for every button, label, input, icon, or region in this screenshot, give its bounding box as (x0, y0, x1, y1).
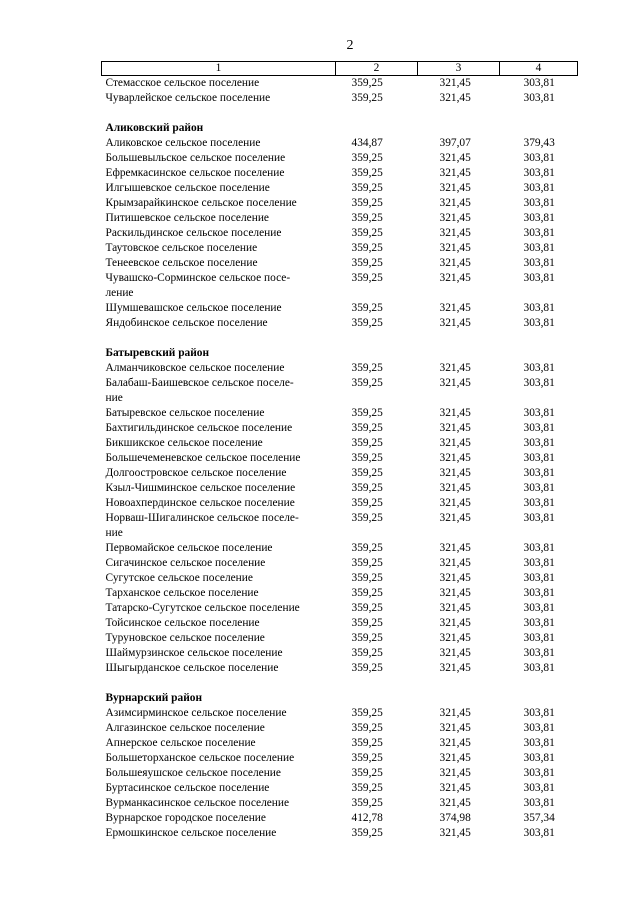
table-row (102, 271, 578, 301)
settlement-name-cell (102, 766, 336, 781)
table-row (102, 616, 578, 631)
table-row (102, 451, 578, 466)
value-col-3: 321,45 (439, 317, 471, 329)
settlement-name: Апнерское сельское поселение (105, 737, 256, 749)
section-spacer (102, 106, 578, 121)
settlement-name-cell (102, 136, 336, 151)
settlement-name: Чувашско-Сорминское сельское посе- (105, 272, 291, 284)
settlement-name: Шаймурзинское сельское поселение (105, 647, 283, 659)
value-col-2: 359,25 (351, 452, 383, 464)
settlement-name-cell (102, 796, 336, 811)
value-col-3: 321,45 (439, 152, 471, 164)
district-heading: Вурнарский район (105, 692, 203, 704)
settlement-name: Сигачинское сельское поселение (105, 557, 266, 569)
value-col-3: 374,98 (439, 812, 471, 824)
table-row (102, 511, 578, 541)
settlement-name: Алгазинское сельское поселение (105, 722, 265, 734)
value-col-4: 303,81 (523, 407, 555, 419)
settlement-name: Яндобинское сельское поселение (105, 317, 268, 329)
value-col-4: 303,81 (523, 167, 555, 179)
settlement-name-cell (102, 646, 336, 661)
value-col-2: 359,25 (351, 632, 383, 644)
value-col-3: 321,45 (439, 302, 471, 314)
settlement-name: Вурнарское городское поселение (105, 812, 266, 824)
district-heading: Батыревский район (105, 347, 210, 359)
value-col-3: 321,45 (439, 227, 471, 239)
value-col-3: 321,45 (439, 272, 471, 284)
value-col-2: 359,25 (351, 182, 383, 194)
value-col-4: 303,81 (523, 497, 555, 509)
value-col-2: 359,25 (351, 167, 383, 179)
value-col-2: 359,25 (351, 722, 383, 734)
value-col-3: 321,45 (439, 662, 471, 674)
settlement-name: Бикшикское сельское поселение (105, 437, 263, 449)
section-spacer (102, 676, 578, 691)
value-col-4: 303,81 (523, 227, 555, 239)
value-col-4: 303,81 (523, 242, 555, 254)
settlement-name-cell (102, 76, 336, 92)
table-row (102, 76, 578, 92)
settlement-name: Батыревское сельское поселение (105, 407, 265, 419)
spacer-cell (102, 676, 578, 691)
page-number: 2 (346, 38, 354, 53)
settlement-name: Раскильдинское сельское поселение (105, 227, 282, 239)
value-col-4: 303,81 (523, 182, 555, 194)
settlement-name-cell (102, 736, 336, 751)
value-col-3: 321,45 (439, 752, 471, 764)
value-col-3: 321,45 (439, 737, 471, 749)
value-col-3: 321,45 (439, 797, 471, 809)
settlement-name-continuation: ние (105, 527, 123, 539)
table-row (102, 631, 578, 646)
value-col-2: 359,25 (351, 92, 383, 104)
value-col-4: 303,81 (523, 722, 555, 734)
value-col-2: 359,25 (351, 407, 383, 419)
value-col-2: 359,25 (351, 497, 383, 509)
settlement-name: Балабаш-Баишевское сельское поселе- (105, 377, 294, 389)
settlement-name-cell (102, 421, 336, 436)
settlement-name: Стемасское сельское поселение (105, 77, 260, 89)
settlement-name: Буртасинское сельское поселение (105, 782, 270, 794)
district-heading-row (102, 346, 578, 361)
settlement-name-continuation: ление (105, 287, 134, 299)
settlement-name-cell (102, 436, 336, 451)
settlement-name: Аликовское сельское поселение (105, 137, 261, 149)
table-row (102, 811, 578, 826)
table-row (102, 766, 578, 781)
value-col-4: 303,81 (523, 452, 555, 464)
settlement-name-cell (102, 616, 336, 631)
value-col-3: 321,45 (439, 422, 471, 434)
settlement-name: Тойсинское сельское поселение (105, 617, 260, 629)
value-col-4: 303,81 (523, 587, 555, 599)
settlement-name-cell (102, 316, 336, 331)
settlement-name-cell (102, 226, 336, 241)
settlement-name-cell (102, 241, 336, 256)
table-row (102, 376, 578, 406)
table-row (102, 316, 578, 331)
value-col-4: 303,81 (523, 602, 555, 614)
value-col-4: 303,81 (523, 782, 555, 794)
settlement-name: Таутовское сельское поселение (105, 242, 258, 254)
settlement-name: Шыгырданское сельское поселение (105, 662, 279, 674)
value-col-3: 321,45 (439, 167, 471, 179)
value-col-4: 303,81 (523, 557, 555, 569)
value-col-2: 359,25 (351, 77, 383, 89)
value-col-4: 303,81 (523, 212, 555, 224)
value-col-4: 303,81 (523, 92, 555, 104)
table-row (102, 541, 578, 556)
table-row (102, 751, 578, 766)
value-col-2: 359,25 (351, 422, 383, 434)
settlement-name-cell (102, 751, 336, 766)
value-col-3: 321,45 (439, 437, 471, 449)
district-heading: Аликовский район (105, 122, 204, 134)
value-col-2: 359,25 (351, 827, 383, 839)
settlement-name-cell (102, 481, 336, 496)
value-col-4: 303,81 (523, 317, 555, 329)
settlement-name-cell (102, 661, 336, 676)
settlement-name-cell (102, 601, 336, 616)
value-col-3: 321,45 (439, 482, 471, 494)
settlement-name-cell (102, 196, 336, 211)
value-col-2: 359,25 (351, 587, 383, 599)
value-col-4: 303,81 (523, 647, 555, 659)
settlement-name: Ермошкинское сельское поселение (105, 827, 277, 839)
settlement-name: Алманчиковское сельское поселение (105, 362, 285, 374)
table-row (102, 406, 578, 421)
value-col-3: 321,45 (439, 767, 471, 779)
settlement-name: Шумшевашское сельское поселение (105, 302, 282, 314)
value-col-4: 303,81 (523, 272, 555, 284)
settlement-name-cell (102, 376, 336, 406)
table-row (102, 706, 578, 721)
value-col-3: 321,45 (439, 557, 471, 569)
value-col-2: 412,78 (351, 812, 383, 824)
table-row (102, 586, 578, 601)
value-col-3: 321,45 (439, 542, 471, 554)
value-col-3: 321,45 (439, 707, 471, 719)
settlement-name: Норваш-Шигалинское сельское поселе- (105, 512, 299, 524)
value-col-2: 359,25 (351, 767, 383, 779)
table-row (102, 496, 578, 511)
settlement-name-cell (102, 556, 336, 571)
settlement-name-cell (102, 511, 336, 541)
value-col-3: 321,45 (439, 452, 471, 464)
value-col-4: 357,34 (523, 812, 555, 824)
table-row (102, 646, 578, 661)
value-col-2: 359,25 (351, 707, 383, 719)
table-row (102, 361, 578, 376)
value-col-3: 397,07 (439, 137, 471, 149)
column-header-2: 2 (336, 62, 418, 76)
value-col-2: 359,25 (351, 782, 383, 794)
value-col-4: 303,81 (523, 77, 555, 89)
settlement-name-cell (102, 586, 336, 601)
value-col-3: 321,45 (439, 497, 471, 509)
table-row (102, 571, 578, 586)
settlement-name-continuation: ние (105, 392, 123, 404)
settlement-name: Тарханское сельское поселение (105, 587, 259, 599)
value-col-4: 303,81 (523, 752, 555, 764)
settlement-name-cell (102, 811, 336, 826)
value-col-2: 359,25 (351, 227, 383, 239)
table-header-row (102, 62, 578, 76)
value-col-2: 359,25 (351, 662, 383, 674)
settlement-name-cell (102, 301, 336, 316)
settlement-name: Большеторханское сельское поселение (105, 752, 295, 764)
table-body (102, 76, 578, 842)
settlement-name: Первомайское сельское поселение (105, 542, 273, 554)
table-row (102, 721, 578, 736)
settlement-name-cell (102, 631, 336, 646)
column-header-4: 4 (500, 62, 578, 76)
table-row (102, 211, 578, 226)
settlement-name-cell (102, 706, 336, 721)
settlement-name-cell (102, 361, 336, 376)
column-header-1: 1 (102, 62, 336, 76)
value-col-3: 321,45 (439, 242, 471, 254)
table-row (102, 661, 578, 676)
table-row (102, 601, 578, 616)
value-col-3: 321,45 (439, 257, 471, 269)
value-col-4: 303,81 (523, 512, 555, 524)
value-col-2: 359,25 (351, 302, 383, 314)
settlement-name-cell (102, 466, 336, 481)
settlement-name-cell (102, 91, 336, 106)
value-col-2: 359,25 (351, 737, 383, 749)
value-col-2: 359,25 (351, 797, 383, 809)
value-col-4: 303,81 (523, 152, 555, 164)
table-row (102, 466, 578, 481)
value-col-2: 359,25 (351, 752, 383, 764)
value-col-3: 321,45 (439, 602, 471, 614)
settlement-name: Илгышевское сельское поселение (105, 182, 270, 194)
value-col-2: 359,25 (351, 212, 383, 224)
settlement-name: Новоахпердинское сельское поселение (105, 497, 295, 509)
table-row (102, 301, 578, 316)
value-col-4: 303,81 (523, 437, 555, 449)
settlement-name: Большевыльское сельское поселение (105, 152, 286, 164)
value-col-2: 359,25 (351, 152, 383, 164)
settlement-name: Питишевское сельское поселение (105, 212, 269, 224)
value-col-4: 303,81 (523, 467, 555, 479)
value-col-3: 321,45 (439, 362, 471, 374)
settlement-name-cell (102, 541, 336, 556)
table-row (102, 226, 578, 241)
value-col-4: 303,81 (523, 572, 555, 584)
value-col-3: 321,45 (439, 212, 471, 224)
settlement-name-cell (102, 151, 336, 166)
table-row (102, 421, 578, 436)
value-col-4: 303,81 (523, 377, 555, 389)
value-col-3: 321,45 (439, 647, 471, 659)
value-col-2: 359,25 (351, 242, 383, 254)
value-col-4: 303,81 (523, 197, 555, 209)
value-col-4: 303,81 (523, 737, 555, 749)
value-col-3: 321,45 (439, 407, 471, 419)
settlement-name-cell (102, 211, 336, 226)
value-col-3: 321,45 (439, 197, 471, 209)
value-col-2: 359,25 (351, 272, 383, 284)
value-col-3: 321,45 (439, 77, 471, 89)
value-col-4: 303,81 (523, 482, 555, 494)
table-row (102, 796, 578, 811)
value-col-3: 321,45 (439, 827, 471, 839)
value-col-4: 303,81 (523, 767, 555, 779)
table-row (102, 481, 578, 496)
settlement-name: Туруновское сельское поселение (105, 632, 265, 644)
value-col-3: 321,45 (439, 632, 471, 644)
value-col-3: 321,45 (439, 467, 471, 479)
value-col-3: 321,45 (439, 182, 471, 194)
settlement-name: Татарско-Сугутское сельское поселение (105, 602, 300, 614)
value-col-2: 359,25 (351, 377, 383, 389)
value-col-2: 359,25 (351, 542, 383, 554)
table-row (102, 181, 578, 196)
value-col-4: 303,81 (523, 362, 555, 374)
value-col-2: 359,25 (351, 257, 383, 269)
table-row (102, 196, 578, 211)
settlement-name: Большеяушское сельское поселение (105, 767, 281, 779)
settlement-name-cell (102, 256, 336, 271)
value-col-4: 379,43 (523, 137, 555, 149)
value-col-2: 359,25 (351, 362, 383, 374)
value-col-2: 359,25 (351, 437, 383, 449)
district-heading-row (102, 121, 578, 136)
settlement-name: Крымзарайкинское сельское поселение (105, 197, 297, 209)
value-col-2: 359,25 (351, 557, 383, 569)
value-col-2: 359,25 (351, 647, 383, 659)
value-col-3: 321,45 (439, 92, 471, 104)
table-row (102, 136, 578, 151)
value-col-3: 321,45 (439, 587, 471, 599)
value-col-3: 321,45 (439, 617, 471, 629)
value-col-4: 303,81 (523, 422, 555, 434)
spacer-cell (102, 106, 578, 121)
value-col-3: 321,45 (439, 512, 471, 524)
value-col-4: 303,81 (523, 302, 555, 314)
table-row (102, 826, 578, 841)
settlement-name-cell (102, 571, 336, 586)
settlement-name: Вурманкасинское сельское поселение (105, 797, 290, 809)
settlement-name: Чуварлейское сельское поселение (105, 92, 271, 104)
table-row (102, 556, 578, 571)
settlement-name: Ефремкасинское сельское поселение (105, 167, 285, 179)
settlement-name: Сугутское сельское поселение (105, 572, 253, 584)
section-spacer (102, 331, 578, 346)
value-col-2: 359,25 (351, 617, 383, 629)
settlement-name: Большечеменевское сельское поселение (105, 452, 301, 464)
settlement-name-cell (102, 826, 336, 841)
settlement-name-cell (102, 181, 336, 196)
table-row (102, 736, 578, 751)
value-col-3: 321,45 (439, 782, 471, 794)
value-col-4: 303,81 (523, 617, 555, 629)
value-col-4: 303,81 (523, 542, 555, 554)
value-col-2: 359,25 (351, 317, 383, 329)
settlement-name-cell (102, 781, 336, 796)
value-col-3: 321,45 (439, 572, 471, 584)
district-heading-row (102, 691, 578, 706)
value-col-2: 434,87 (351, 137, 383, 149)
value-col-4: 303,81 (523, 797, 555, 809)
value-col-2: 359,25 (351, 572, 383, 584)
column-header-3: 3 (418, 62, 500, 76)
value-col-2: 359,25 (351, 602, 383, 614)
value-col-4: 303,81 (523, 707, 555, 719)
settlement-name-cell (102, 451, 336, 466)
settlement-name: Азимсирминское сельское поселение (105, 707, 287, 719)
settlement-name-cell (102, 406, 336, 421)
value-col-2: 359,25 (351, 197, 383, 209)
settlement-name-cell (102, 496, 336, 511)
table-row (102, 91, 578, 106)
settlement-name-cell (102, 721, 336, 736)
value-col-4: 303,81 (523, 827, 555, 839)
spacer-cell (102, 331, 578, 346)
value-col-4: 303,81 (523, 662, 555, 674)
settlement-name-cell (102, 166, 336, 181)
table-row (102, 781, 578, 796)
value-col-2: 359,25 (351, 482, 383, 494)
value-col-4: 303,81 (523, 632, 555, 644)
settlement-name: Тенеевское сельское поселение (105, 257, 258, 269)
table-row (102, 166, 578, 181)
value-col-4: 303,81 (523, 257, 555, 269)
value-col-2: 359,25 (351, 512, 383, 524)
settlement-name: Кзыл-Чишминское сельское поселение (105, 482, 296, 494)
settlement-name: Долгоостровское сельское поселение (105, 467, 287, 479)
settlement-name-cell (102, 271, 336, 301)
table-row (102, 436, 578, 451)
table-row (102, 151, 578, 166)
value-col-2: 359,25 (351, 467, 383, 479)
table-row (102, 241, 578, 256)
table-row (102, 256, 578, 271)
settlement-name: Бахтигильдинское сельское поселение (105, 422, 293, 434)
value-col-3: 321,45 (439, 377, 471, 389)
value-col-3: 321,45 (439, 722, 471, 734)
tariff-table (101, 61, 578, 841)
